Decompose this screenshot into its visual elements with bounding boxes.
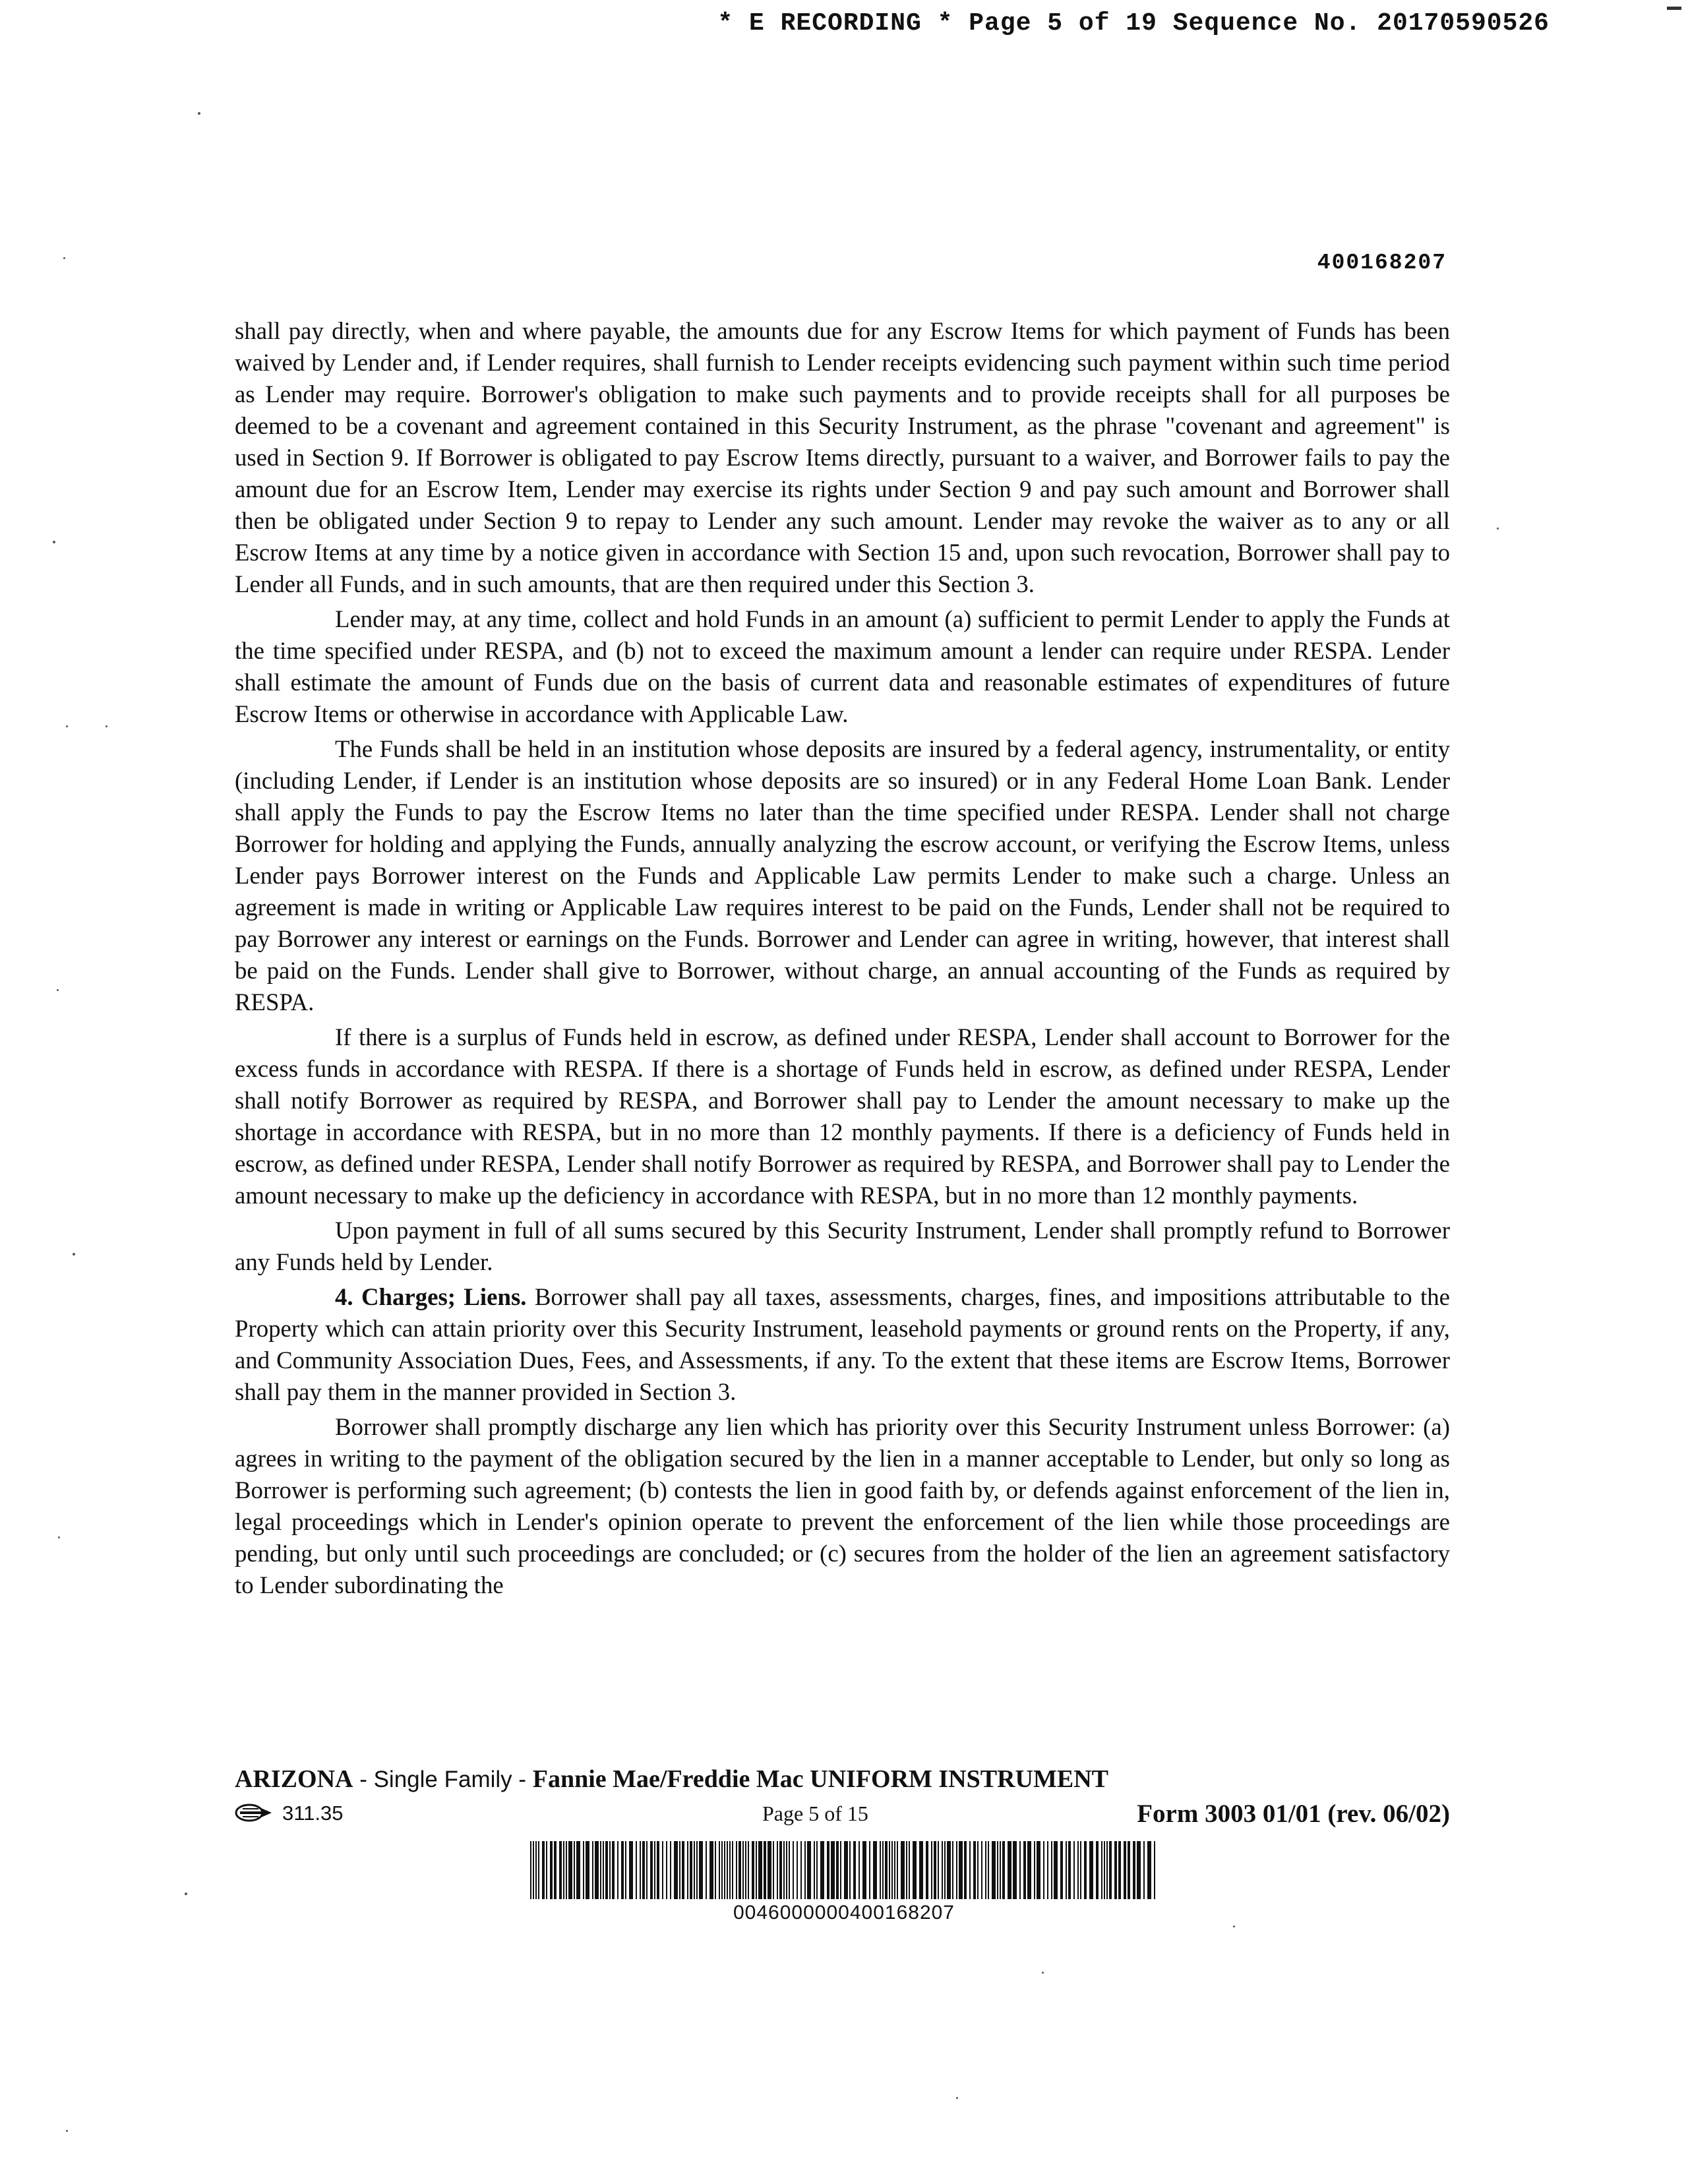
barcode-bar (977, 1841, 979, 1899)
barcode-bar (891, 1841, 893, 1899)
barcode-bar (535, 1841, 537, 1899)
barcode-bar (752, 1841, 754, 1899)
barcode-bar (738, 1841, 741, 1899)
barcode-bar (959, 1841, 963, 1899)
barcode-bar (621, 1841, 624, 1899)
barcode-bar (985, 1841, 986, 1899)
barcode-bar (997, 1841, 998, 1899)
barcode-bar (952, 1841, 953, 1899)
barcode-bar (699, 1841, 703, 1899)
barcode-bar (727, 1841, 728, 1899)
barcode-bar (554, 1841, 557, 1899)
footer-row (235, 1799, 1450, 1831)
scan-speck (185, 1893, 187, 1895)
barcode-bar (636, 1841, 637, 1899)
barcode-bar (836, 1841, 839, 1899)
scan-speck (66, 2130, 68, 2132)
scan-speck (956, 2097, 958, 2099)
barcode-bar (786, 1841, 787, 1899)
barcode-bar (973, 1841, 976, 1899)
barcode-bar (612, 1841, 615, 1899)
barcode-bar (969, 1841, 971, 1899)
barcode-bar (956, 1841, 957, 1899)
paragraph-surplus-shortage: If there is a surplus of Funds held in escrow, as defined under RESPA, Lender shall account to Borrower for the excess funds in accordance with RESPA. If there is a shortage of Funds held in escrow, as defined under RESPA, Lender shall notify Borrower as required by RESPA, and Borrower shall pay to Lender the amount necessary to make up the shortage in accordance with RESPA, but in no more than 12 monthly payments. If there is a deficiency of Funds held in escrow, as defined under RESPA, Lender shall notify Borrower as required by RESPA, and Borrower shall pay to Lender the amount necessary to make up the deficiency in accordance with RESPA, but in no more than 12 monthly payments. (235, 1023, 1450, 1209)
barcode-bar (729, 1841, 731, 1899)
scan-speck (63, 257, 65, 259)
barcode-bar (666, 1841, 667, 1899)
barcode-bar (1096, 1841, 1099, 1899)
barcode (528, 1841, 1160, 1899)
barcode-bar (814, 1841, 815, 1899)
barcode-bar (840, 1841, 841, 1899)
barcode-bar (1124, 1841, 1126, 1899)
barcode-bar (605, 1841, 608, 1899)
barcode-bar (1027, 1841, 1031, 1899)
barcode-bar (654, 1841, 655, 1899)
barcode-bar (1137, 1841, 1141, 1899)
barcode-bar (964, 1841, 967, 1899)
barcode-bar (745, 1841, 746, 1899)
barcode-bar (603, 1841, 604, 1899)
barcode-bar (1154, 1841, 1155, 1899)
barcode-bar (1023, 1841, 1026, 1899)
barcode-bar (913, 1841, 917, 1899)
barcode-bar (844, 1841, 848, 1899)
barcode-bar (777, 1841, 778, 1899)
barcode-bar (1080, 1841, 1081, 1899)
barcode-bar (1106, 1841, 1108, 1899)
barcode-bar (742, 1841, 744, 1899)
barcode-bar (1128, 1841, 1130, 1899)
paragraph-escrow-waiver: shall pay directly, when and where payable, the amounts due for any Escrow Items for which payment of Funds has been waived by Lender and, if Lender requires, shall furnish to Lender receipts evidencing such payment within such time period as Lender may require. Borrower's obligation to make such payments and to provide receipts shall for all purposes be deemed to be a covenant and agreement contained in this Security Instrument, as the phrase "covenant and agreement" is used in Section 9. If Borrower is obligated to pay Escrow Items directly, pursuant to a waiver, and Borrower fails to pay the amount due for an Escrow Item, Lender may exercise its rights under Section 9 and pay such amount and Borrower shall then be obligated under Section 9 to repay to Lender any such amount. Lender may revoke the waiver as to any or all Escrow Items at any time by a notice given in accordance with Section 15 and, upon such revocation, Borrower shall pay to Lender all Funds, and in such amounts, that are then required under this Section 3. (235, 317, 1450, 597)
barcode-bar (1084, 1841, 1087, 1899)
barcode-bar (919, 1841, 923, 1899)
scan-speck (58, 1536, 60, 1538)
scan-speck (1042, 1972, 1044, 1974)
barcode-bar (1013, 1841, 1017, 1899)
barcode-bar (926, 1841, 928, 1899)
paragraph-charges-liens (235, 1281, 1450, 1408)
barcode-bar (1019, 1841, 1021, 1899)
scan-speck (53, 541, 55, 543)
barcode-bar (721, 1841, 723, 1899)
barcode-bar (853, 1841, 856, 1899)
barcode-bar (906, 1841, 907, 1899)
barcode-bar (1051, 1841, 1052, 1899)
vmp-logo-icon (235, 1803, 273, 1823)
barcode-bar (706, 1841, 707, 1899)
barcode-bar (992, 1841, 996, 1899)
barcode-bar (942, 1841, 943, 1899)
barcode-bar (820, 1841, 824, 1899)
barcode-bar (764, 1841, 766, 1899)
barcode-bar (736, 1841, 737, 1899)
barcode-bar (1047, 1841, 1048, 1899)
barcode-bar (779, 1841, 782, 1899)
section-text: Borrower shall pay all taxes, assessments, charges, fines, and impositions attributable to the Property which can attain priority over this Security Instrument, leasehold payments or ground rents on the Property, if any, and Community Association Dues, Fees, and Assessments, if any. To the extent that these items are Escrow Items, Borrower shall pay them in the manner provided in Section 3. (235, 1283, 1450, 1405)
barcode-bar (988, 1841, 989, 1899)
form-state: ARIZONA (235, 1765, 353, 1793)
form-sep: - (353, 1767, 374, 1792)
scan-speck (1497, 528, 1499, 530)
barcode-bar (694, 1841, 695, 1899)
form-sep: - (512, 1767, 533, 1792)
barcode-bar (901, 1841, 905, 1899)
barcode-bar (625, 1841, 626, 1899)
barcode-bar (797, 1841, 798, 1899)
barcode-bar (1143, 1841, 1145, 1899)
barcode-bar (679, 1841, 680, 1899)
barcode-bar (1068, 1841, 1071, 1899)
barcode-bar (804, 1841, 806, 1899)
barcode-bar (595, 1841, 599, 1899)
barcode-bar (897, 1841, 898, 1899)
barcode-bar (576, 1841, 580, 1899)
barcode-bar (732, 1841, 733, 1899)
barcode-bar (629, 1841, 633, 1899)
document-number: 400168207 (1317, 251, 1447, 275)
barcode-bar (1118, 1841, 1121, 1899)
barcode-bar (889, 1841, 890, 1899)
barcode-bar (617, 1841, 618, 1899)
barcode-bar (568, 1841, 572, 1899)
barcode-bar (609, 1841, 611, 1899)
barcode-bar (538, 1841, 539, 1899)
barcode-bar (1002, 1841, 1005, 1899)
document-body (235, 315, 1450, 1604)
barcode-bar (542, 1841, 545, 1899)
barcode-bar (882, 1841, 884, 1899)
form-instrument: Fannie Mae/Freddie Mac UNIFORM INSTRUMENT (532, 1765, 1108, 1793)
barcode-bar (880, 1841, 881, 1899)
barcode-bar (947, 1841, 951, 1899)
paragraph-collect-funds: Lender may, at any time, collect and hold Funds in an amount (a) sufficient to permit Lender to apply the Funds at the time specified under RESPA, and (b) not to exceed the maximum amount a lender can require under RESPA. Lender shall estimate the amount of Funds due on the basis of current data and reasonable estimates of expenditures of future Escrow Items or otherwise in accordance with Applicable Law. (235, 605, 1450, 727)
scan-speck (1233, 1926, 1235, 1927)
barcode-bar (724, 1841, 725, 1899)
barcode-bar (550, 1841, 553, 1899)
paragraph-funds-held: The Funds shall be held in an institution whose deposits are insured by a federal agency, instrumentality, or entity (including Lender, if Lender is an institution whose deposits are so insured) or in any Federal Home Loan Bank. Lender shall apply the Funds to pay the Escrow Items no later than the time specified under RESPA. Lender shall not charge Borrower for holding and applying the Funds, annually analyzing the escrow account, or verifying the Escrow Items, unless Lender pays Borrower interest on the Funds and Applicable Law permits Lender to make such a charge. Unless an agreement is made in writing or Applicable Law requires interest to be paid on the Funds, Lender shall not be required to pay Borrower any interest or earnings on the Funds. Borrower and Lender can agree in writing, however, that interest shall be paid on the Funds. Lender shall give to Borrower, without charge, an annual accounting of the Funds as required by RESPA. (235, 735, 1450, 1016)
barcode-bar (646, 1841, 648, 1899)
barcode-bar (1077, 1841, 1079, 1899)
barcode-bar (768, 1841, 771, 1899)
scan-speck (73, 1253, 75, 1256)
barcode-bar (756, 1841, 757, 1899)
corner-mark (1667, 7, 1681, 10)
barcode-bar (533, 1841, 534, 1899)
barcode-bar (674, 1841, 678, 1899)
scan-speck (106, 725, 107, 727)
barcode-bar (783, 1841, 785, 1899)
form-code: 311.35 (282, 1802, 344, 1825)
barcode-bar (559, 1841, 562, 1899)
barcode-bar (931, 1841, 932, 1899)
barcode-bar (885, 1841, 888, 1899)
barcode-bar (758, 1841, 762, 1899)
barcode-number: 0046000000400168207 (733, 1902, 955, 1924)
barcode-bar (1104, 1841, 1105, 1899)
barcode-bar (831, 1841, 835, 1899)
barcode-bar (1073, 1841, 1075, 1899)
section-heading: 4. Charges; Liens. (335, 1283, 527, 1310)
barcode-bar (849, 1841, 851, 1899)
barcode-bar (827, 1841, 829, 1899)
barcode-bar (894, 1841, 895, 1899)
barcode-bar (773, 1841, 774, 1899)
barcode-bar (1008, 1841, 1011, 1899)
barcode-bar (793, 1841, 794, 1899)
scan-speck (66, 725, 68, 727)
paragraph-refund: Upon payment in full of all sums secured by this Security Instrument, Lender shall promptly refund to Borrower any Funds held by Lender. (235, 1217, 1450, 1275)
paragraph-discharge-lien: Borrower shall promptly discharge any lien which has priority over this Security Instrument unless Borrower: (a) agrees in writing to the payment of the obligation secured by the lien in a manner acceptable to Lender, but only so long as Borrower is performing such agreement; (b) contests the lien in good faith by, or defends against enforcement of the lien in, legal proceedings which in Lender's opinion operate to prevent the enforcement of the lien while those proceedings are pending, but only until such proceedings are concluded; or (c) secures from the holder of the lien an agreement satisfactory to Lender subordinating the (235, 1413, 1450, 1598)
barcode-bar (748, 1841, 749, 1899)
barcode-bar (682, 1841, 684, 1899)
barcode-bar (600, 1841, 601, 1899)
barcode-bar (546, 1841, 547, 1899)
barcode-bar (715, 1841, 716, 1899)
barcode-bar (944, 1841, 946, 1899)
barcode-bar (1133, 1841, 1135, 1899)
barcode-bar (1000, 1841, 1001, 1899)
barcode-bar (592, 1841, 593, 1899)
barcode-bar (862, 1841, 866, 1899)
barcode-bar (640, 1841, 641, 1899)
barcode-bar (670, 1841, 671, 1899)
scan-speck (198, 112, 200, 115)
barcode-bar (563, 1841, 564, 1899)
barcode-bar (642, 1841, 645, 1899)
form-number: Form 3003 01/01 (rev. 06/02) (1137, 1800, 1450, 1828)
barcode-bar (566, 1841, 567, 1899)
barcode-bar (709, 1841, 713, 1899)
barcode-bar (1147, 1841, 1151, 1899)
barcode-bar (1060, 1841, 1063, 1899)
barcode-bar (981, 1841, 982, 1899)
barcode-bar (662, 1841, 663, 1899)
barcode-bar (690, 1841, 692, 1899)
barcode-bar (530, 1841, 531, 1899)
recording-header: * E RECORDING * Page 5 of 19 Sequence No. 20170590526 (717, 9, 1550, 38)
barcode-bar (1066, 1841, 1067, 1899)
barcode-bar (1101, 1841, 1102, 1899)
barcode-bar (657, 1841, 659, 1899)
barcode-bar (859, 1841, 860, 1899)
barcode-bar (586, 1841, 589, 1899)
barcode-bar (1037, 1841, 1040, 1899)
barcode-bar (807, 1841, 811, 1899)
barcode-bar (1034, 1841, 1035, 1899)
barcode-bar (650, 1841, 653, 1899)
scan-speck (57, 989, 59, 991)
page-number: Page 5 of 15 (762, 1802, 868, 1825)
barcode-bar (696, 1841, 698, 1899)
form-family: Single Family (373, 1767, 512, 1792)
barcode-bar (934, 1841, 936, 1899)
barcode-bar (800, 1841, 802, 1899)
barcode-bar (1043, 1841, 1044, 1899)
barcode-bar (1114, 1841, 1117, 1899)
barcode-bar (1054, 1841, 1058, 1899)
barcode-bar (687, 1841, 688, 1899)
barcode-bar (909, 1841, 910, 1899)
barcode-bar (869, 1841, 870, 1899)
barcode-bar (938, 1841, 939, 1899)
form-title (235, 1765, 1108, 1794)
barcode-bar (719, 1841, 720, 1899)
barcode-bar (789, 1841, 790, 1899)
barcode-bar (574, 1841, 575, 1899)
barcode-bar (583, 1841, 584, 1899)
barcode-bar (873, 1841, 877, 1899)
barcode-bar (816, 1841, 818, 1899)
barcode-bar (1109, 1841, 1112, 1899)
barcode-bar (1089, 1841, 1093, 1899)
